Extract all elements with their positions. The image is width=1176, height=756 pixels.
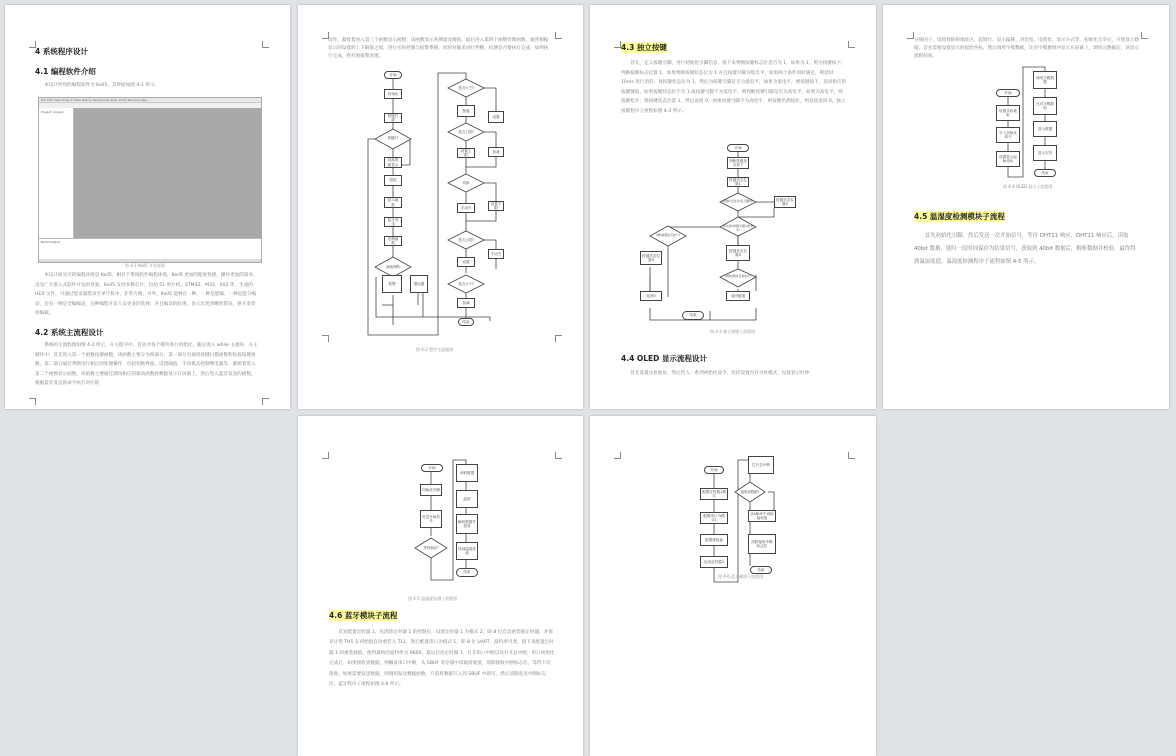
flow-step: 从SBUF中读取接收值 (748, 510, 776, 522)
document-page-2 (298, 5, 583, 409)
subsection-heading: 4.4 OLED 显示流程设计 (621, 354, 708, 363)
flow-step: 处理函数 (384, 236, 402, 246)
paragraph: 首先配置定时器 1，先清除定时器 1 的控制位，设置定时器 1 为模式 2，即 8 位自动重装载定时器，并保存计得 TH1 在初始值自动重装入 TL1，然后配置串口为模式 1，即 8 位 UART，波特率可变，接下来配置定时器 1 的重装载值，使得最终的波特率为 9600，最后启动定时器 1，打开串口中断以及打开总中断，串口初始化完成后，如果接收到数据，则触发串口中断，从 SBUF 寄存器中读取接收值，清除接收中断标志位，等待下次接收。如果需要发送数据，则调用发送数据函数，只需将数据写入到 SBUF 中即可，然后清除发送中断标志位，蓝牙程序子流程如图 4-6 所示。 (329, 630, 555, 688)
paragraph: 首先初始化引脚，然后发送一次开始信号，等待 DHT11 响应，DHT11 响应后，读取 40bit 数据，延时一段时间保存为结果信号，获取到 40bit 数据后，解析数据并校验，最终得到温湿度值。温湿度检测程序子流程如图 4-5 所示。 (914, 233, 1136, 265)
flow-step: 解析数据并校验 (456, 514, 478, 534)
flow-decision: 是否大于? (458, 282, 474, 286)
figure-caption: 图 4-2 程序主流程图 (416, 347, 454, 352)
document-page-1 (5, 5, 290, 409)
flow-decision: 按键1? (387, 136, 399, 140)
flow-step: 设置从机地址 (996, 105, 1020, 121)
flow-step: 设置下限 (488, 201, 504, 211)
flow-step: 判断按键是否按下 (727, 157, 749, 169)
flow-decision: 是否大于? (458, 86, 474, 90)
flow-step: 加减 (457, 298, 475, 308)
flow-step: 按键状态位置0 (774, 196, 796, 208)
subsection-heading: 4.1 编程软件介绍 (35, 67, 96, 76)
flow-step: 设置 (457, 257, 475, 267)
flow-decision: 延时消抖判断引脚为低电平? (722, 224, 754, 232)
paragraph: 动作，紧接着进入第三个函数显示函数，该函数显示各测量及阈值，最后进入第四个函数处理函数，通常根据显示的设置的上下限值之间，进行实时控制与报警系统，同时对输采进行判断，检测是否要执行完成，如则执行完成，则开始报警处理。 (328, 38, 549, 59)
flow-step: 显示字符 (1033, 145, 1057, 161)
flow-decision: 阈值判断 (386, 265, 400, 269)
flow-step: 继电器 (410, 275, 428, 293)
flow-step: 初始化 (384, 89, 402, 99)
flow-decision: 是否上限? (458, 130, 474, 134)
section-heading: 4 系统程序设计 (35, 47, 88, 56)
paragraph: 本设计所用的编程软件为 Keil5，其界面如图 4-1 所示。 (44, 83, 160, 88)
flow-decision: 判断按键是否高电平? (724, 274, 752, 278)
document-page-5 (298, 416, 583, 756)
flow-step: 清除接收中断标志位 (748, 534, 776, 554)
flow-step: 温度 (456, 490, 478, 508)
subsection-heading: 4.5 温湿度检测模块子流程 (914, 212, 1005, 221)
document-page-6 (590, 416, 876, 756)
flow-step: 比对字模数组 (1033, 97, 1057, 115)
flow-step: 按键状态位置0 (640, 251, 662, 265)
flow-start: 开始 (384, 71, 402, 79)
subsection-heading: 4.3 独立按键 (621, 43, 667, 52)
flow-start: 开始 (421, 464, 443, 472)
keil-menu-bar: File Edit View Project Flash Debug Peripherals Tools SVCS Window Help (39, 98, 261, 103)
flow-step: 设置 (488, 111, 504, 123)
paragraph: 首先设置从机地址，然后传入一系列初始化命令，包括设置内存寻址模式，设置显示时钟 (630, 371, 810, 376)
keil-editor-area (74, 108, 261, 240)
keil-status-bar (39, 259, 261, 262)
flow-step: 设置显示起始坐标 (996, 151, 1020, 167)
flow-step: 加减 (488, 147, 504, 157)
flow-step: 初始化引脚 (420, 484, 442, 496)
bluetooth-flowchart-lines (590, 416, 876, 756)
paragraph: 系统的主流程图如图 4-2 所示，在主程序中，首先对各个模块进行初始化，随后进入 while 主循环，在主循环中，首先进入第一个函数按键函数，该函数主要分为两部分，第一部分为通用按键扫描函数和短按按键函数，第二部分通过判断进行相应的处理操作，包括切换界面、设置阈值、手动模式控制继电器等。紧接着进入第二个函数显示函数，该函数主要通过调用相应的驱动函数将数据显示在屏幕上，然后进入蓝牙发送的函数，根据蓝牙发送的命令执行对应的 (35, 343, 258, 387)
flow-step: 打开总中断 (748, 456, 774, 474)
flow-start: 开始 (704, 466, 724, 474)
flow-step: 手动开 (457, 203, 475, 213)
flow-step: 按键扫描 (384, 113, 402, 123)
flow-decision: 是否上限? (458, 238, 474, 242)
flow-decision: 按键状态位为1且引脚低? (722, 199, 754, 203)
document-page-4 (883, 5, 1169, 409)
flow-step: 写入初始化命令 (996, 127, 1020, 143)
figure-caption: 图 4-5 温湿度检测子流程图 (408, 596, 458, 601)
document-page-3 (590, 5, 876, 409)
flow-end: 结束 (456, 568, 478, 577)
flow-step: 短按 (384, 175, 402, 186)
flow-step: 配置串口为模式1 (700, 512, 728, 524)
flow-decision: 接收到数据? (740, 490, 760, 494)
flow-end: 结束 (458, 318, 474, 326)
flow-step: 按键状态位置0 (726, 245, 750, 261)
paragraph: 本设计研究可的编程环境是 Keil5，相对于系统软件编程环境，Keil5 更加的程度快捷，操作更加的简单，没受广大嵌入式软件开发的喜爱。Keil5 支持多种芯片，包括 51 单片机、STM32、M32、X02 等，生成的 HEX 文件，可通过烧录器烧录至单片机中，非常方便。另外，Keil5 能够在一种、一种是能编、一种是能分编语，还有一种是全编编语，这种编程开发人员更多的选择，并且编译的结果，显示出更清晰的错误，供开发者找编辑。 (35, 273, 258, 317)
flow-end: 结束 (682, 311, 704, 320)
figure-caption: 图 4-1 Keil5 开发界面 (125, 263, 165, 268)
figure-caption: 图 4-6 蓝牙模块子流程图 (718, 574, 764, 579)
flow-step: 得到温湿度值 (456, 542, 478, 560)
flow-step: 配置重装值 (700, 534, 728, 546)
flow-step: 配置定时器1模式 (700, 488, 728, 500)
flow-step: 调用字模数据 (1033, 71, 1057, 89)
flow-step: 返回键值 (726, 291, 750, 301)
flow-decision: 等待响应? (423, 546, 439, 550)
flow-end: 结束 (750, 566, 772, 574)
paragraph: 分频因子，设置预除频地址区、起始行、显示偏移、对比度、电荷泵、显示方式等，初始化完毕后，开始显示数据，首先需要设置显示的起始坐标，然后调用字模数据，比对字模数组并显示在屏幕上，调用完数据后，该显示流程结束。 (914, 38, 1140, 59)
flow-end: 结束 (1034, 169, 1056, 177)
flow-step: 切换界面显示 (384, 157, 402, 168)
flow-step: 蓝牙发送 (384, 217, 402, 227)
flow-step: 返回0 (640, 291, 662, 301)
flow-step: 发送开始信号 (420, 510, 442, 528)
keil-screenshot (38, 97, 262, 263)
subsection-heading: 4.2 系统主流程设计 (35, 328, 104, 337)
flow-step: 按键状态位置1 (727, 177, 749, 187)
flow-start: 开始 (996, 89, 1020, 97)
subsection-heading: 4.6 蓝牙模块子流程 (329, 611, 398, 620)
button-flowchart-lines (590, 5, 876, 409)
flow-step: 显示函数 (384, 197, 402, 208)
paragraph: 首先，定义按键引脚，进行初始化引脚信息，接下来判断按键标志位是否为 1，如果为 1，则为按键按下。判断按键标志位置 1，如果判断按键状态位为 1 并且按键引脚为低电平，如果两个条件同时满足，则延时 10ms 进行消抖，再按键状态位为 1，然后为按键引脚是否为低电平，如果为低电平，则按键按下，返回相应的按键键值，如果按键状态位不为 1 或按键引脚不为低电平，则判断按键引脚是否为高电平，如果为高电平，则按键松开，将按键状态位置 1，然后返回 0，如果按键引脚不为高电平，则按键仍然按住，则直接返回 0。独立按键程序子流程如图 4-3 所示。 (621, 61, 847, 114)
figure-caption: 图 4-3 独立按键子流程图 (710, 329, 756, 334)
flow-step: 读取数据 (456, 464, 478, 482)
flow-step: 启动定时器1 (700, 556, 728, 568)
flow-step: 显示数据 (1033, 121, 1057, 137)
flow-step: 设置上限 (457, 148, 475, 158)
keil-build-output: Build Output (39, 238, 261, 259)
flow-step: 按键 (457, 105, 475, 117)
figure-caption: 图 4-4 OLED 显示子流程图 (1003, 184, 1053, 189)
flow-decision: 判断按键是否按下? (656, 233, 680, 237)
flow-decision: 切换 (462, 181, 470, 185)
flow-step: 报警 (382, 275, 402, 293)
keil-project-pane: Project: project (39, 108, 74, 240)
flow-start: 开始 (727, 144, 749, 152)
flow-step: 手动关 (488, 249, 504, 259)
oled-flowchart-lines (883, 5, 1169, 409)
